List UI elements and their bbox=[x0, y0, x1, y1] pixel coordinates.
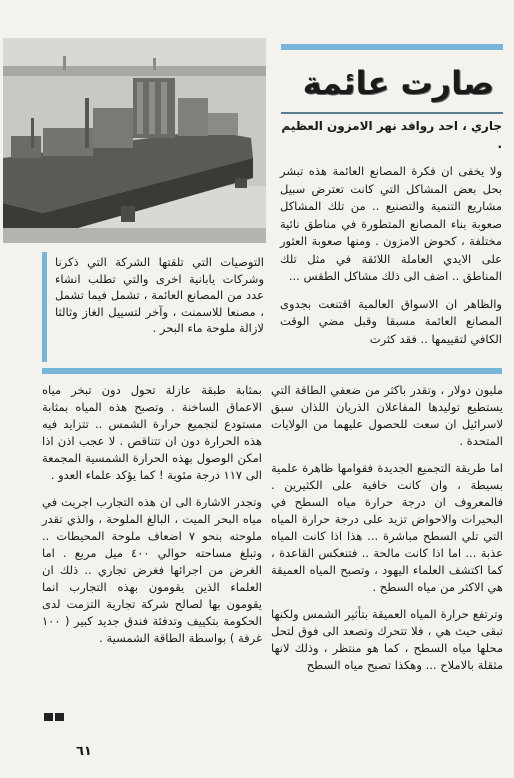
highlight-box-text: التوصيات التي تلقتها الشركة التي ذكرنا وشركات يابانية اخرى والتي تطلب انشاء عدد من المصانع العائمة ، تشمل فيما تشمل ، مصنعا للاسمنت ، وآخر لتسييل الغاز وثالثا لازالة ملوحة ماء البحر . bbox=[55, 255, 264, 335]
left-column bbox=[42, 382, 262, 657]
body-paragraph: وتجدر الاشارة الى ان هذه التجارب اجريت في مياه البحر الميت ، البالغ الملوحة ، والذي تقدر ملوحته بنحو ٧ اضعاف ملوحة المحيطات .. وتبلغ مساحته حوالي ٤٠٠ ميل مربع . اما الغرض من اجرائها فغرض تجاري .. ذلك ان العلماء الذين يقومون بهذه التجارب انما يقومون بها لصالح شركة تجارية التزمت لدى الحكومة بتكييف وتدفئة فندق جديد كبير ( ١٠٠ غرفة ) بواسطة الطاقة الشمسية . bbox=[42, 495, 262, 645]
body-paragraph: بمثابة طبقة عازلة تحول دون تبخر مياه الاعماق الساخنة . وتصبح هذه المياه بمثابة مستودع لتجميع حرارة الشمس .. تتزايد فيه هذه الحرارة دون ان تتناقص . لا عجب اذن اذا امكن الوصول بهذه الحرارة الشمسية المجمعة الى ١١٧ درجة مئوية ! كما يؤكد علماء العدو . bbox=[42, 383, 262, 482]
floating-factory-illustration bbox=[3, 38, 266, 243]
intro-paragraph: والظاهر ان الاسواق العالمية اقتنعت بجدوى المصانع العائمة مسبقا وقبل مضي الوقت الكافي لتقييمها .. فقد كثرت bbox=[280, 296, 502, 346]
highlight-box bbox=[42, 252, 268, 362]
right-column bbox=[271, 382, 503, 684]
section-divider bbox=[42, 368, 502, 374]
title-accent-bar bbox=[281, 44, 503, 50]
body-paragraph: اما طريقة التجميع الجديدة فقوامها ظاهرة علمية بسيطة ، وان كانت خافية على الكثيرين . فالمعروف ان درجة حرارة مياه السطح في البحيرات والاحواض تزيد على درجة حرارة المياه التي تلي السطح مباشرة ... هذا اذا كانت المياه عذبة ... اما اذا كانت مالحة .. فتنعكس القاعدة ، كما اكتشف العلماء اليهود ، وتصبح المياه العميقة هي الاكثر من مياه السطح . bbox=[271, 461, 503, 594]
title-underline bbox=[281, 112, 503, 114]
article-title: صارت عائمة bbox=[302, 64, 494, 102]
intro-paragraph: ولا يخفى ان فكرة المصانع العائمة هذه تبشر بحل بعض المشاكل التي كانت تعترض سبيل مشاريع التنمية والتصنيع .. من تلك المشاكل صعوبة بناء المصانع المتطورة في مناطق نائية مختلفة ، كحوض الامزون . ومنها صعوبة العثور على الايدي العاملة اللائقة في مثل تلك المناطق .. اضف الى ذلك مشاكل الطقس ... bbox=[280, 164, 502, 283]
end-mark-icon bbox=[44, 713, 64, 721]
lead-line: جاري ، احد روافد نهر الامزون العظيم . bbox=[281, 119, 502, 151]
end-mark-square bbox=[55, 713, 64, 721]
floating-factory-photo bbox=[3, 38, 266, 243]
end-mark-square bbox=[44, 713, 53, 721]
body-paragraph: وترتفع حرارة المياه العميقة بتأثير الشمس ولكنها تبقى حيث هي ، فلا تتحرك وتصعد الى فوق لتحل محلها مياه السطح ، كما هو منتظر ، وذلك لانها مثقلة بالاملاح ... وهكذا تصبح مياه السطح bbox=[271, 607, 503, 672]
page-number: ٦١ bbox=[76, 744, 92, 759]
intro-column bbox=[280, 118, 502, 358]
body-paragraph: مليون دولار ، وتقدر باكثر من ضعفي الطاقة التي يستطيع توليدها المفاعلان الذريان اللذان سبق لاسرائيل ان سعت للحصول عليهما من الولايات المتحدة . bbox=[271, 383, 503, 448]
